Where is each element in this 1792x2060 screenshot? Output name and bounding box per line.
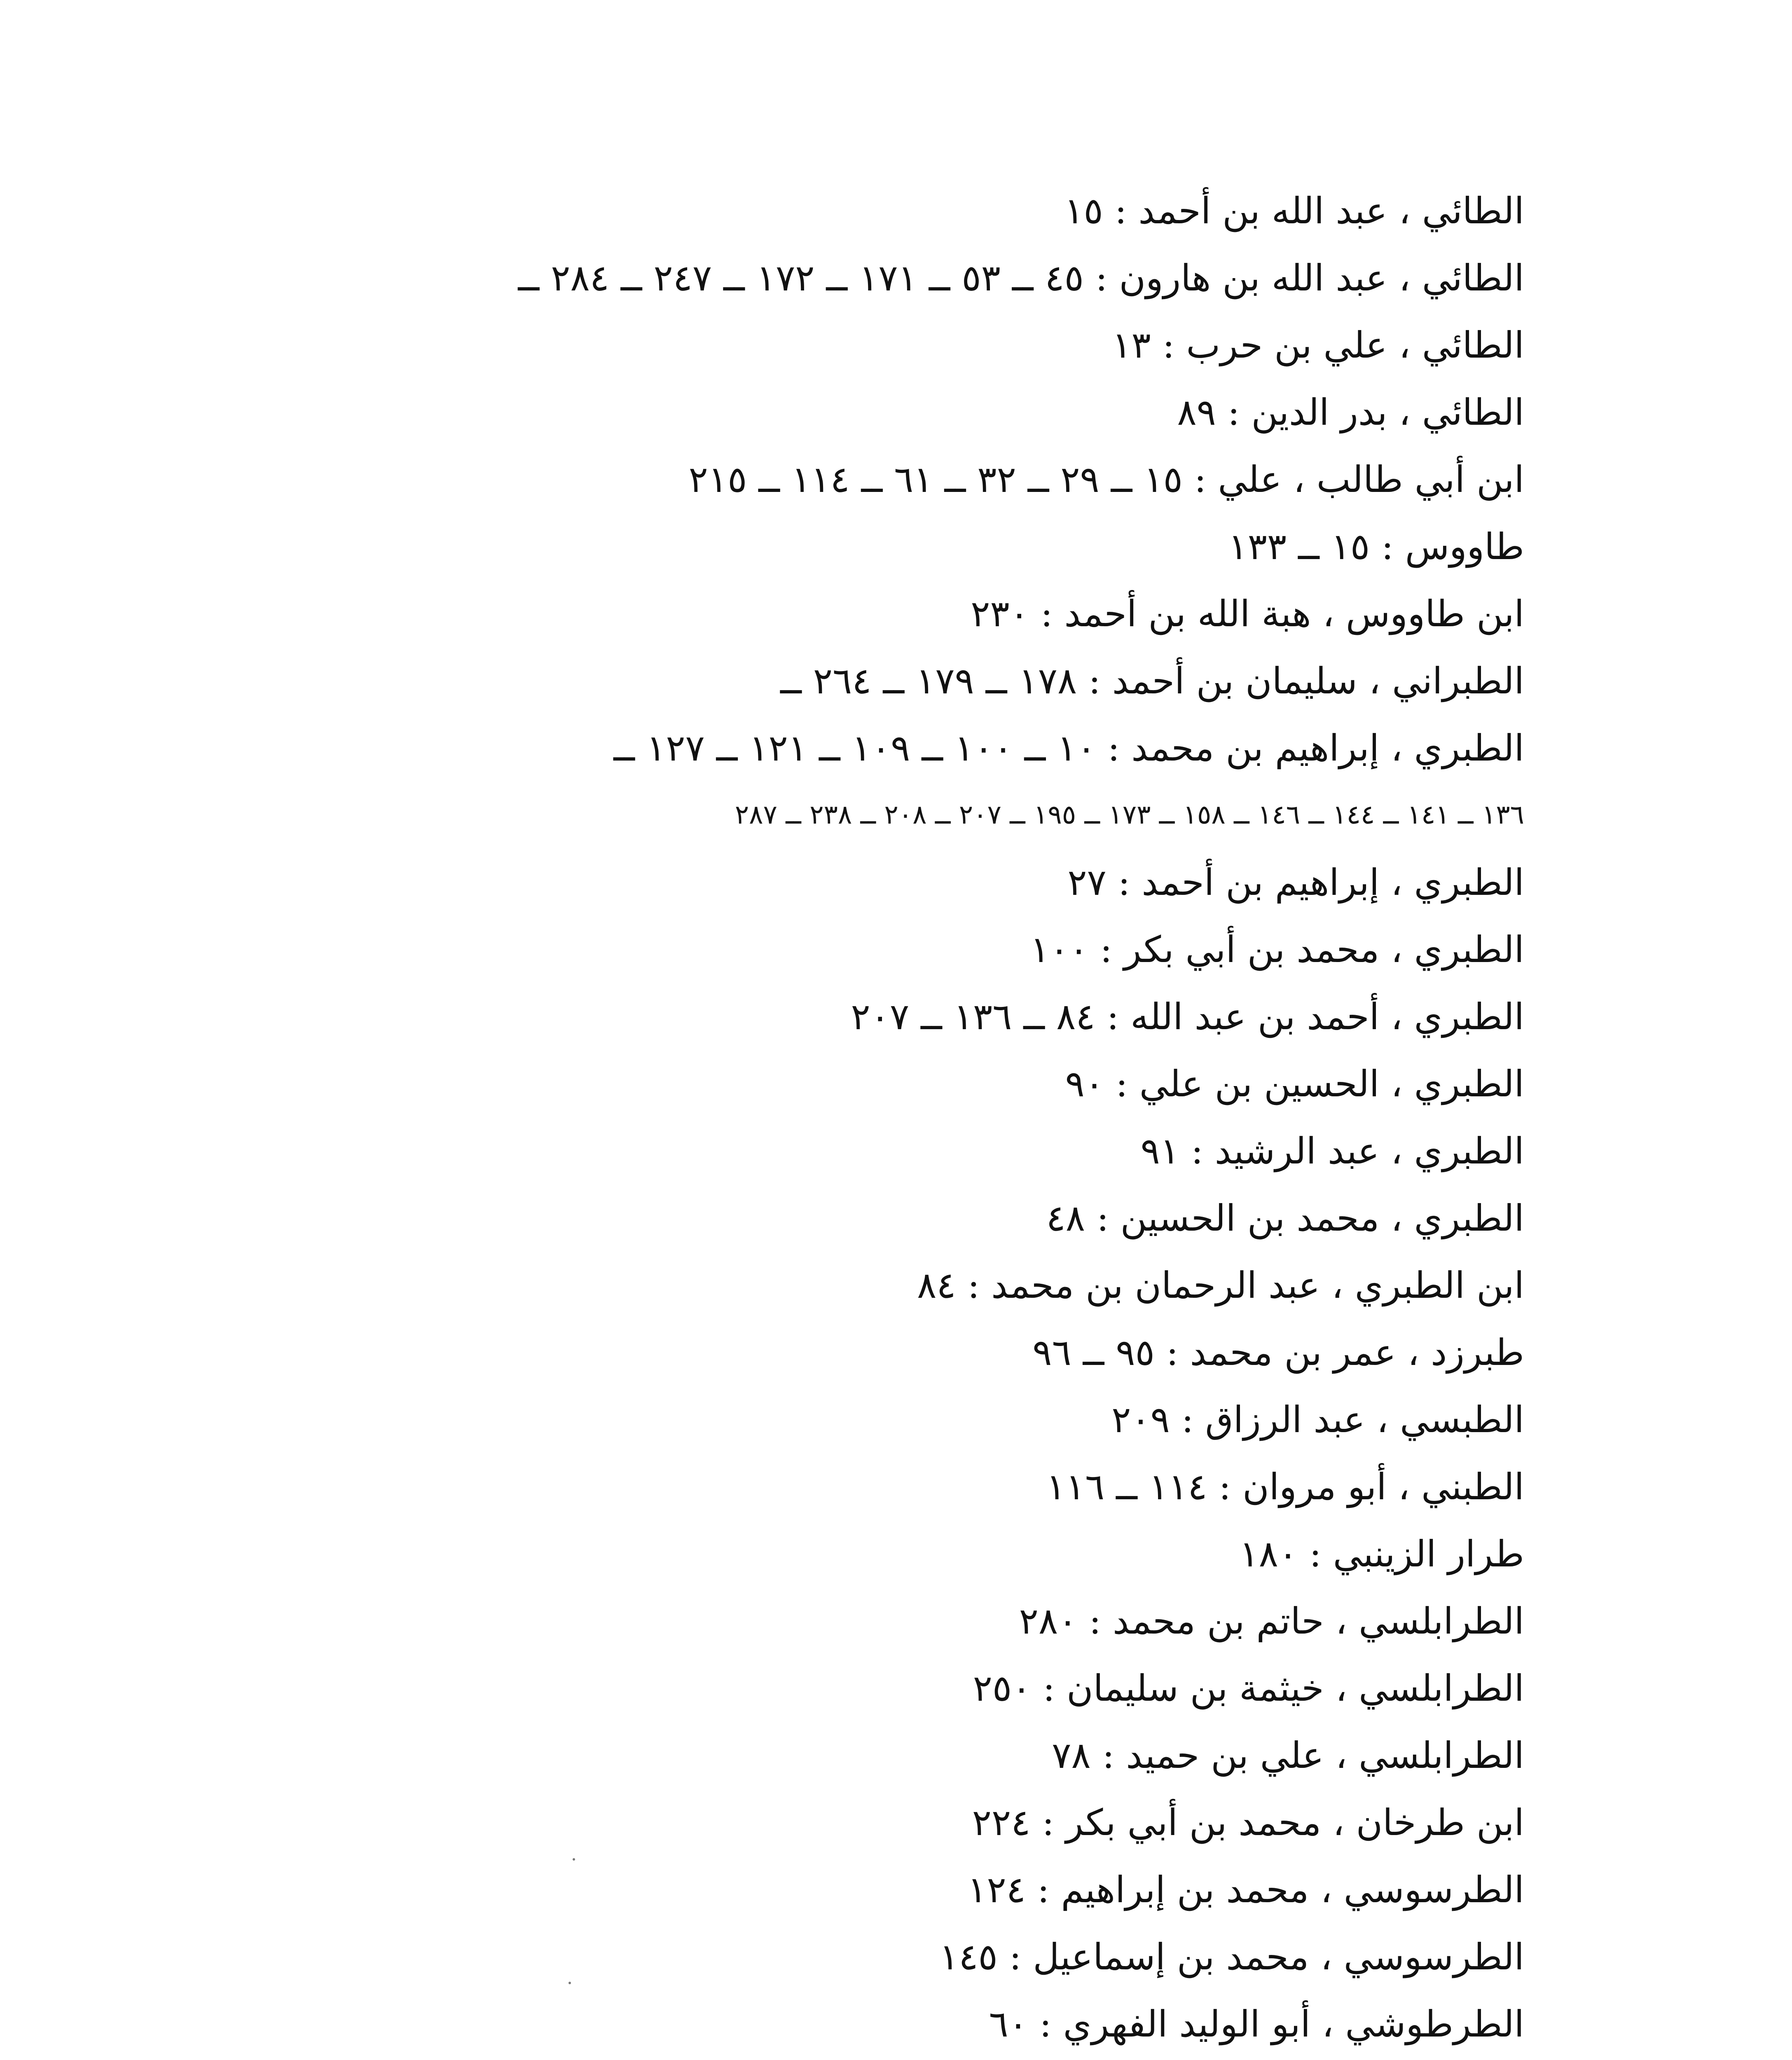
- index-entry: الطرابلسي ، علي بن حميد : ٧٨: [1052, 1734, 1524, 1777]
- index-entry: الطائي ، بدر الدين : ٨٩: [1177, 391, 1524, 433]
- index-entry: الطائي ، علي بن حرب : ١٣: [1112, 324, 1524, 366]
- index-entry: طاووس : ١٥ ــ ١٣٣: [1228, 525, 1524, 568]
- index-entry: الطبسي ، عبد الرزاق : ٢٠٩: [1111, 1398, 1524, 1441]
- index-entry: الطبري ، إبراهيم بن أحمد : ٢٧: [1067, 861, 1524, 904]
- index-entry: الطبني ، أبو مروان : ١١٤ ــ ١١٦: [1046, 1465, 1524, 1508]
- index-entry: الطائي ، عبد الله بن أحمد : ١٥: [1064, 190, 1524, 232]
- index-entry: ابن طرخان ، محمد بن أبي بكر : ٢٢٤: [972, 1801, 1524, 1844]
- index-entry: الطرسوسي ، محمد بن إبراهيم : ١٢٤: [967, 1868, 1524, 1911]
- index-entry: ابن طاووس ، هبة الله بن أحمد : ٢٣٠: [971, 592, 1524, 635]
- index-entry: الطبري ، محمد بن الحسين : ٤٨: [1046, 1197, 1524, 1239]
- index-entry: الطرابلسي ، حاتم بن محمد : ٢٨٠: [1019, 1600, 1524, 1642]
- index-entry: ابن أبي طالب ، علي : ١٥ ــ ٢٩ ــ ٣٢ ــ ٦١ ــ ١١٤ ــ ٢١٥: [688, 458, 1524, 501]
- index-entry: طبرزد ، عمر بن محمد : ٩٥ ــ ٩٦: [1032, 1331, 1524, 1374]
- index-entry: الطبراني ، سليمان بن أحمد : ١٧٨ ــ ١٧٩ ــ ٢٦٤ ــ: [780, 660, 1524, 702]
- index-entry: الطبري ، الحسين بن علي : ٩٠: [1065, 1063, 1524, 1105]
- index-entry: الطبري ، محمد بن أبي بكر : ١٠٠: [1030, 928, 1524, 971]
- index-entry: طرار الزينبي : ١٨٠: [1239, 1533, 1524, 1575]
- scan-speck: [573, 1858, 575, 1861]
- index-entry: الطبري ، إبراهيم بن محمد : ١٠ ــ ١٠٠ ــ ١٠٩ ــ ١٢١ ــ ١٢٧ ــ: [613, 727, 1524, 769]
- index-entry: الطرطوشي ، أبو الوليد الفهري : ٦٠: [989, 2003, 1524, 2045]
- index-entry: الطبري ، عبد الرشيد : ٩١: [1140, 1130, 1524, 1172]
- index-list: [268, 177, 1524, 2060]
- index-entry: الطرابلسي ، خيثمة بن سليمان : ٢٥٠: [973, 1667, 1524, 1709]
- index-entry: الطرسوسي ، محمد بن إسماعيل : ١٤٥: [939, 1936, 1524, 1978]
- index-entry: الطائي ، عبد الله بن هارون : ٤٥ ــ ٥٣ ــ ١٧١ ــ ١٧٢ ــ ٢٤٧ ــ ٢٨٤ ــ: [518, 257, 1524, 299]
- scan-speck: [568, 1982, 571, 1984]
- index-entry: [268, 2058, 1524, 2060]
- index-entry-continuation: ١٣٦ ــ ١٤١ ــ ١٤٤ ــ ١٤٦ ــ ١٥٨ ــ ١٧٣ ــ ١٩٥ ــ ٢٠٧ ــ ٢٠٨ ــ ٢٣٨ ــ ٢٨٧: [735, 800, 1524, 830]
- index-entry: ابن الطبري ، عبد الرحمان بن محمد : ٨٤: [917, 1264, 1524, 1306]
- index-entry: الطبري ، أحمد بن عبد الله : ٨٤ ــ ١٣٦ ــ ٢٠٧: [851, 995, 1524, 1038]
